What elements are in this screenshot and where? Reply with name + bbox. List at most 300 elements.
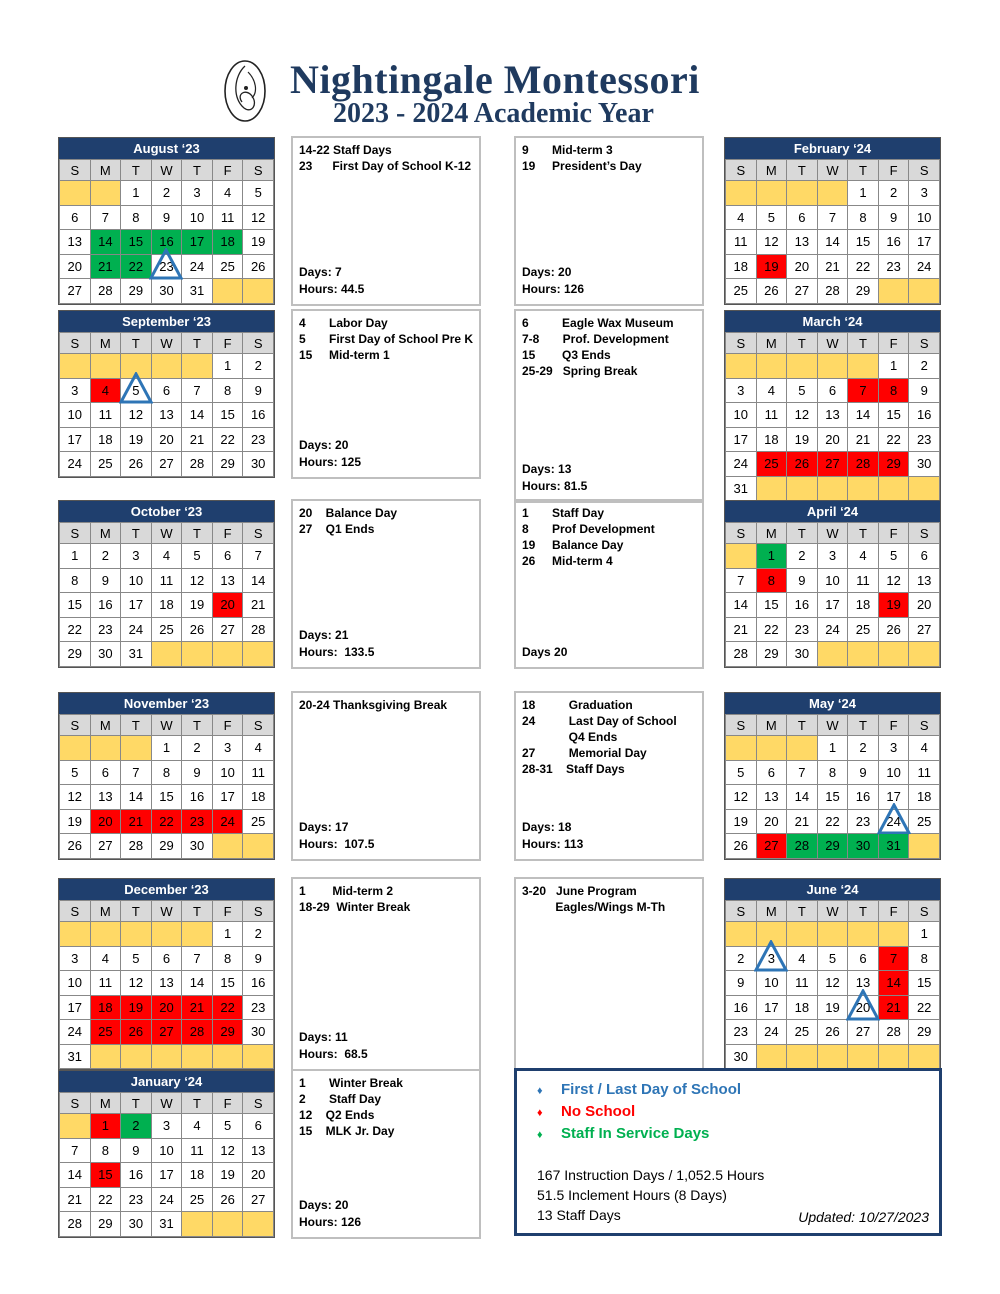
day-cell: 5 — [212, 1114, 243, 1139]
month-calendar — [58, 878, 275, 1070]
day-cell: 9 — [848, 760, 879, 785]
day-cell: 15 — [909, 971, 940, 996]
totals-line: Hours: 44.5 — [299, 281, 365, 296]
day-cell: 12 — [787, 403, 818, 428]
day-cell: 31 — [878, 834, 909, 859]
day-cell: 25 — [90, 1020, 121, 1045]
totals-line: Days: 20 — [299, 1197, 349, 1212]
day-cell: 28 — [878, 1020, 909, 1045]
day-cell: 18 — [151, 593, 182, 618]
legend-item-first-last: ♦ First / Last Day of School — [537, 1081, 742, 1098]
day-cell: 6 — [212, 544, 243, 569]
weekday-header: S — [909, 333, 940, 354]
day-cell: 17 — [60, 427, 91, 452]
day-cell: 2 — [182, 736, 213, 761]
day-cell: 14 — [726, 593, 757, 618]
month-notes — [514, 877, 704, 1071]
day-cell: 20 — [909, 593, 940, 618]
day-cell: 17 — [878, 785, 909, 810]
day-cell: 14 — [878, 971, 909, 996]
day-cell: 2 — [878, 181, 909, 206]
event-line: 6 Eagle Wax Museum — [522, 316, 674, 330]
empty-day-cell — [212, 1044, 243, 1069]
weekday-header: T — [848, 715, 879, 736]
weekday-header: S — [60, 1093, 91, 1114]
empty-day-cell — [817, 354, 848, 379]
day-cell: 4 — [212, 181, 243, 206]
month-totals — [299, 627, 374, 661]
empty-day-cell — [787, 922, 818, 947]
day-cell: 9 — [726, 971, 757, 996]
totals-line: Days: 13 — [522, 462, 572, 476]
day-cell: 29 — [121, 279, 152, 304]
empty-day-cell — [212, 834, 243, 859]
day-cell: 21 — [182, 427, 213, 452]
weekday-header: T — [787, 523, 818, 544]
day-cell: 26 — [60, 834, 91, 859]
empty-day-cell — [60, 354, 91, 379]
weekday-header: W — [817, 333, 848, 354]
day-cell: 3 — [182, 181, 213, 206]
month-calendar — [724, 692, 941, 860]
day-cell: 4 — [756, 378, 787, 403]
day-cell: 27 — [848, 1020, 879, 1045]
event-line: 4 Labor Day — [299, 316, 388, 330]
event-line: Eagles/Wings M-Th — [522, 900, 666, 914]
empty-day-cell — [121, 736, 152, 761]
weekday-header: M — [756, 523, 787, 544]
day-cell: 5 — [60, 760, 91, 785]
day-cell: 30 — [90, 642, 121, 667]
weekday-header: S — [726, 901, 757, 922]
weekday-header: W — [817, 523, 848, 544]
weekday-header: W — [151, 333, 182, 354]
weekday-header: S — [60, 160, 91, 181]
day-cell: 8 — [817, 760, 848, 785]
totals-line: Days: 21 — [299, 627, 349, 642]
day-cell: 25 — [848, 617, 879, 642]
day-cell: 6 — [90, 760, 121, 785]
day-cell: 31 — [726, 476, 757, 501]
day-cell: 11 — [756, 403, 787, 428]
day-cell: 1 — [121, 181, 152, 206]
weekday-header: F — [212, 160, 243, 181]
day-cell: 14 — [182, 403, 213, 428]
day-cell: 31 — [182, 279, 213, 304]
month-totals — [299, 1029, 368, 1063]
day-cell: 12 — [878, 568, 909, 593]
day-cell: 27 — [212, 617, 243, 642]
day-cell: 10 — [182, 205, 213, 230]
day-cell: 13 — [756, 785, 787, 810]
diamond-icon: ♦ — [537, 1129, 543, 1141]
month-title: December ‘23 — [59, 879, 274, 900]
day-cell: 2 — [151, 181, 182, 206]
event-line: 26 Mid-term 4 — [522, 554, 613, 568]
day-cell: 8 — [151, 760, 182, 785]
day-cell: 20 — [60, 254, 91, 279]
day-cell: 30 — [726, 1044, 757, 1069]
empty-day-cell — [878, 476, 909, 501]
weekday-header: S — [726, 523, 757, 544]
empty-day-cell — [90, 922, 121, 947]
day-cell: 11 — [90, 403, 121, 428]
day-cell: 14 — [90, 230, 121, 255]
day-cell: 30 — [182, 834, 213, 859]
empty-day-cell — [848, 476, 879, 501]
day-cell: 21 — [848, 427, 879, 452]
event-line: 12 Q2 Ends — [299, 1108, 375, 1122]
month-notes — [291, 136, 481, 306]
day-cell: 2 — [243, 922, 274, 947]
day-cell: 16 — [726, 995, 757, 1020]
day-cell: 15 — [756, 593, 787, 618]
empty-day-cell — [182, 922, 213, 947]
day-cell: 18 — [787, 995, 818, 1020]
day-cell: 5 — [121, 946, 152, 971]
empty-day-cell — [848, 642, 879, 667]
day-cell: 8 — [848, 205, 879, 230]
weekday-header: S — [60, 523, 91, 544]
day-cell: 3 — [878, 736, 909, 761]
day-cell: 17 — [60, 995, 91, 1020]
day-cell: 27 — [151, 1020, 182, 1045]
day-cell: 7 — [121, 760, 152, 785]
first-last-day-triangle-icon — [846, 989, 880, 1021]
day-cell: 21 — [726, 617, 757, 642]
month-totals — [522, 264, 584, 298]
day-cell: 22 — [60, 617, 91, 642]
weekday-header: T — [787, 715, 818, 736]
day-cell: 21 — [121, 809, 152, 834]
weekday-header: W — [151, 523, 182, 544]
totals-line: Days: 20 — [522, 264, 572, 279]
weekday-header: T — [121, 901, 152, 922]
weekday-header: M — [756, 715, 787, 736]
day-cell: 13 — [848, 971, 879, 996]
day-cell: 11 — [182, 1138, 213, 1163]
event-line: 20-24 Thanksgiving Break — [299, 698, 448, 712]
empty-day-cell — [151, 1044, 182, 1069]
day-cell: 29 — [212, 452, 243, 477]
day-cell: 19 — [756, 254, 787, 279]
day-cell: 3 — [909, 181, 940, 206]
day-cell: 23 — [726, 1020, 757, 1045]
day-cell: 1 — [60, 544, 91, 569]
weekday-header: T — [121, 160, 152, 181]
month-notes — [291, 499, 481, 669]
day-cell: 7 — [817, 205, 848, 230]
day-cell: 10 — [817, 568, 848, 593]
day-cell: 8 — [212, 378, 243, 403]
day-cell: 6 — [243, 1114, 274, 1139]
day-cell: 26 — [817, 1020, 848, 1045]
day-cell: 18 — [243, 785, 274, 810]
day-cell: 1 — [909, 922, 940, 947]
day-cell: 12 — [817, 971, 848, 996]
stat-inclement-hours: 51.5 Inclement Hours (8 Days) — [537, 1187, 727, 1203]
month-title: January ‘24 — [59, 1071, 274, 1092]
day-cell: 1 — [756, 544, 787, 569]
day-cell: 10 — [726, 403, 757, 428]
weekday-header: M — [756, 333, 787, 354]
page-subtitle: 2023 - 2024 Academic Year — [333, 98, 654, 129]
empty-day-cell — [243, 1044, 274, 1069]
day-cell: 10 — [909, 205, 940, 230]
day-cell: 5 — [121, 378, 152, 403]
totals-line: Days 20 — [522, 644, 568, 659]
weekday-header: T — [848, 333, 879, 354]
weekday-header: W — [817, 901, 848, 922]
day-cell: 16 — [243, 971, 274, 996]
diamond-icon: ♦ — [537, 1085, 543, 1097]
weekday-header: T — [182, 1093, 213, 1114]
weekday-header: T — [121, 333, 152, 354]
day-cell: 21 — [878, 995, 909, 1020]
month-notes — [514, 136, 704, 306]
weekday-header: F — [212, 901, 243, 922]
empty-day-cell — [787, 736, 818, 761]
first-last-day-triangle-icon — [149, 248, 183, 280]
day-cell: 4 — [909, 736, 940, 761]
day-cell: 3 — [817, 544, 848, 569]
day-cell: 29 — [90, 1212, 121, 1237]
month-title: September ‘23 — [59, 311, 274, 332]
day-cell: 15 — [151, 785, 182, 810]
day-cell: 2 — [726, 946, 757, 971]
day-cell: 12 — [182, 568, 213, 593]
day-cell: 24 — [182, 254, 213, 279]
day-cell: 26 — [726, 834, 757, 859]
day-cell: 29 — [60, 642, 91, 667]
totals-line: Days: 11 — [299, 1030, 348, 1044]
day-cell: 3 — [60, 378, 91, 403]
day-cell: 22 — [151, 809, 182, 834]
weekday-header: F — [212, 715, 243, 736]
day-cell: 22 — [212, 427, 243, 452]
weekday-header: S — [60, 715, 91, 736]
empty-day-cell — [909, 834, 940, 859]
day-cell: 5 — [756, 205, 787, 230]
day-cell: 6 — [848, 946, 879, 971]
day-cell: 12 — [243, 205, 274, 230]
day-cell: 20 — [90, 809, 121, 834]
empty-day-cell — [756, 1044, 787, 1069]
day-cell: 7 — [182, 378, 213, 403]
day-cell: 26 — [787, 452, 818, 477]
weekday-header: S — [243, 901, 274, 922]
day-cell: 21 — [60, 1187, 91, 1212]
empty-day-cell — [787, 181, 818, 206]
day-cell: 7 — [848, 378, 879, 403]
empty-day-cell — [212, 642, 243, 667]
day-cell: 31 — [60, 1044, 91, 1069]
totals-line: Hours: 107.5 — [299, 836, 375, 851]
day-cell: 15 — [212, 403, 243, 428]
day-cell: 18 — [212, 230, 243, 255]
day-cell: 1 — [212, 922, 243, 947]
weekday-header: T — [787, 160, 818, 181]
day-cell: 1 — [817, 736, 848, 761]
day-cell: 6 — [909, 544, 940, 569]
day-cell: 24 — [121, 617, 152, 642]
empty-day-cell — [212, 279, 243, 304]
day-cell: 21 — [787, 809, 818, 834]
day-cell: 30 — [787, 642, 818, 667]
day-cell: 6 — [787, 205, 818, 230]
day-cell: 3 — [726, 378, 757, 403]
day-cell: 23 — [243, 995, 274, 1020]
legend-item-no-school: ♦ No School — [537, 1103, 636, 1120]
day-cell: 15 — [848, 230, 879, 255]
day-cell: 4 — [151, 544, 182, 569]
day-cell: 24 — [60, 1020, 91, 1045]
day-cell: 16 — [121, 1163, 152, 1188]
weekday-header: T — [121, 1093, 152, 1114]
weekday-header: T — [121, 715, 152, 736]
empty-day-cell — [90, 1044, 121, 1069]
month-totals — [522, 461, 587, 495]
diamond-icon: ♦ — [537, 1107, 543, 1119]
day-cell: 14 — [848, 403, 879, 428]
empty-day-cell — [60, 1114, 91, 1139]
day-cell: 16 — [182, 785, 213, 810]
day-cell: 28 — [726, 642, 757, 667]
weekday-header: M — [90, 160, 121, 181]
day-cell: 4 — [243, 736, 274, 761]
day-cell: 5 — [243, 181, 274, 206]
day-cell: 11 — [243, 760, 274, 785]
day-cell: 9 — [787, 568, 818, 593]
day-cell: 2 — [243, 354, 274, 379]
day-cell: 26 — [182, 617, 213, 642]
month-calendar — [58, 137, 275, 305]
weekday-header: T — [848, 901, 879, 922]
day-cell: 2 — [787, 544, 818, 569]
day-cell: 22 — [909, 995, 940, 1020]
day-cell: 18 — [90, 995, 121, 1020]
day-cell: 11 — [848, 568, 879, 593]
day-cell: 29 — [151, 834, 182, 859]
empty-day-cell — [243, 1212, 274, 1237]
weekday-header: S — [243, 160, 274, 181]
day-cell: 12 — [726, 785, 757, 810]
totals-line: Hours: 126 — [299, 1214, 362, 1229]
totals-line: Hours: 68.5 — [299, 1047, 368, 1061]
weekday-header: T — [182, 523, 213, 544]
empty-day-cell — [909, 279, 940, 304]
empty-day-cell — [787, 1044, 818, 1069]
day-cell: 29 — [878, 452, 909, 477]
day-cell: 2 — [121, 1114, 152, 1139]
day-cell: 10 — [151, 1138, 182, 1163]
empty-day-cell — [726, 736, 757, 761]
day-cell: 7 — [182, 946, 213, 971]
event-line: 25-29 Spring Break — [522, 364, 638, 378]
day-cell: 24 — [726, 452, 757, 477]
day-cell: 4 — [90, 946, 121, 971]
day-cell: 14 — [60, 1163, 91, 1188]
day-cell: 10 — [121, 568, 152, 593]
day-cell: 8 — [756, 568, 787, 593]
day-cell: 11 — [909, 760, 940, 785]
day-cell: 6 — [756, 760, 787, 785]
day-cell: 21 — [90, 254, 121, 279]
day-cell: 26 — [243, 254, 274, 279]
day-cell: 19 — [817, 995, 848, 1020]
empty-day-cell — [182, 1044, 213, 1069]
first-last-day-triangle-icon — [119, 372, 153, 404]
day-cell: 18 — [726, 254, 757, 279]
weekday-header: T — [182, 333, 213, 354]
empty-day-cell — [182, 1212, 213, 1237]
day-cell: 9 — [121, 1138, 152, 1163]
month-notes — [514, 309, 704, 503]
event-line: 28-31 Staff Days — [522, 762, 625, 776]
day-cell: 23 — [182, 809, 213, 834]
empty-day-cell — [60, 922, 91, 947]
day-cell: 15 — [878, 403, 909, 428]
month-title: November ‘23 — [59, 693, 274, 714]
weekday-header: F — [212, 333, 243, 354]
month-calendar — [58, 500, 275, 668]
weekday-header: M — [756, 901, 787, 922]
totals-line: Hours: 81.5 — [522, 479, 588, 493]
day-cell: 21 — [182, 995, 213, 1020]
day-cell: 20 — [817, 427, 848, 452]
day-cell: 13 — [212, 568, 243, 593]
day-cell: 7 — [60, 1138, 91, 1163]
day-cell: 16 — [243, 403, 274, 428]
day-cell: 25 — [756, 452, 787, 477]
weekday-header: S — [909, 160, 940, 181]
day-cell: 1 — [151, 736, 182, 761]
day-cell: 23 — [848, 809, 879, 834]
day-cell: 29 — [756, 642, 787, 667]
weekday-header: T — [121, 523, 152, 544]
day-cell: 8 — [909, 946, 940, 971]
empty-day-cell — [243, 279, 274, 304]
day-cell: 17 — [756, 995, 787, 1020]
empty-day-cell — [878, 1044, 909, 1069]
empty-day-cell — [848, 1044, 879, 1069]
weekday-header: W — [151, 1093, 182, 1114]
day-cell: 27 — [909, 617, 940, 642]
day-cell: 22 — [121, 254, 152, 279]
day-cell: 29 — [848, 279, 879, 304]
day-cell: 25 — [787, 1020, 818, 1045]
month-notes — [291, 309, 481, 479]
day-cell: 28 — [121, 834, 152, 859]
day-cell: 26 — [212, 1187, 243, 1212]
day-cell: 14 — [787, 785, 818, 810]
day-cell: 20 — [151, 995, 182, 1020]
weekday-header: F — [878, 901, 909, 922]
empty-day-cell — [756, 354, 787, 379]
day-cell: 13 — [151, 403, 182, 428]
event-line: 9 Mid-term 3 — [522, 143, 613, 157]
day-cell: 27 — [787, 279, 818, 304]
day-cell: 7 — [878, 946, 909, 971]
empty-day-cell — [756, 736, 787, 761]
day-cell: 15 — [60, 593, 91, 618]
day-cell: 8 — [878, 378, 909, 403]
day-cell: 26 — [756, 279, 787, 304]
day-cell: 10 — [756, 971, 787, 996]
day-cell: 19 — [726, 809, 757, 834]
legend-item-staff-in-service: ♦ Staff In Service Days — [537, 1125, 710, 1142]
day-cell: 12 — [756, 230, 787, 255]
